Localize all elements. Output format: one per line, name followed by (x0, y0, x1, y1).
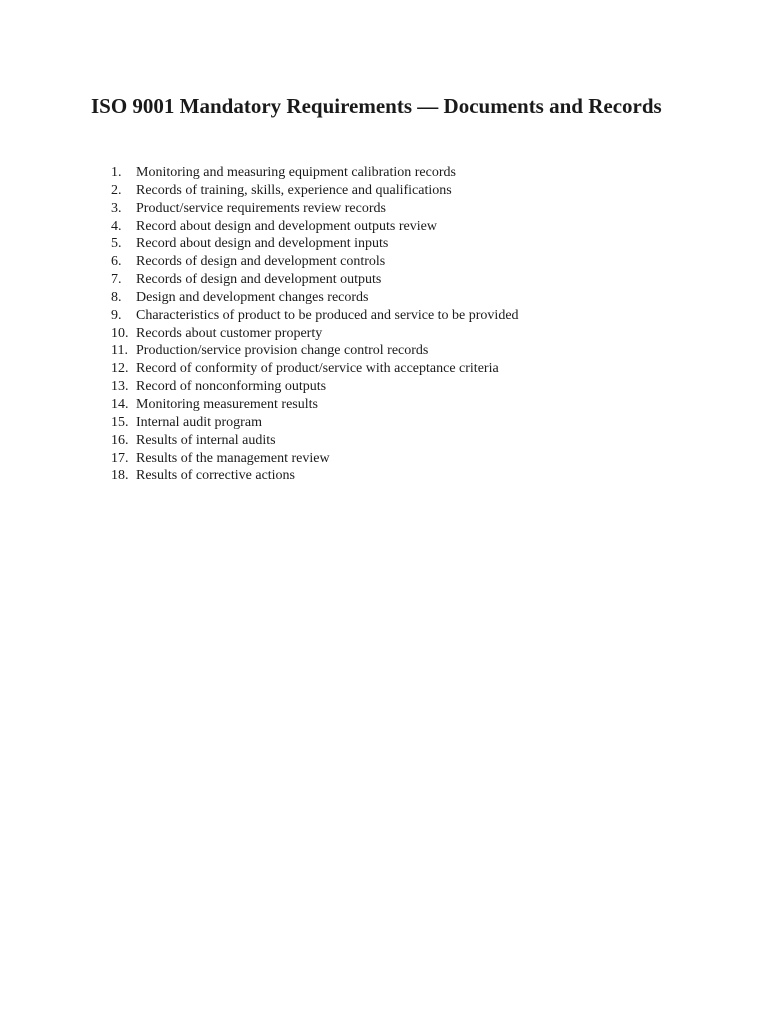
list-item-text: Monitoring measurement results (136, 396, 318, 412)
list-item-text: Record about design and development outputs review (136, 218, 437, 234)
list-item-number: 6. (111, 254, 122, 270)
list-item-text: Record of nonconforming outputs (136, 379, 327, 395)
list-item-text: Results of corrective actions (136, 468, 296, 484)
list-item-text: Characteristics of product to be produced and service to be provided (136, 307, 519, 323)
list-item-number: 10. (111, 325, 129, 341)
list-item-text: Records of training, skills, experience and qualifications (136, 182, 452, 198)
list-item-text: Monitoring and measuring equipment calibration records (136, 165, 456, 180)
list-item-text: Records of design and development controls (136, 254, 386, 270)
list-item-text: Results of the management review (136, 450, 330, 466)
list-item-text: Records about customer property (136, 325, 323, 341)
list-item-number: 1. (111, 165, 122, 180)
list-item-number: 5. (111, 236, 122, 252)
list-item-number: 4. (111, 218, 122, 234)
list-item-number: 17. (111, 450, 129, 466)
list-item-text: Product/service requirements review records (136, 200, 386, 216)
list-item-number: 16. (111, 432, 129, 448)
list-item-text: Records of design and development outputs (136, 272, 382, 288)
list-item-number: 8. (111, 289, 122, 305)
list-item-number: 13. (111, 379, 129, 395)
list-item-text: Design and development changes records (136, 289, 369, 305)
list-item-number: 9. (111, 307, 122, 323)
list-item-text: Internal audit program (136, 414, 262, 430)
list-item-number: 3. (111, 200, 122, 216)
list-item-text: Record of conformity of product/service with acceptance criteria (136, 361, 499, 377)
document-title: ISO 9001 Mandatory Requirements — Documents and Records (91, 94, 662, 118)
list-item-number: 2. (111, 182, 122, 198)
list-item-number: 12. (111, 361, 129, 377)
list-item-text: Production/service provision change control records (136, 343, 429, 359)
list-item-number: 15. (111, 414, 129, 430)
list-item-text: Record about design and development inputs (136, 236, 389, 252)
list-item-number: 7. (111, 272, 122, 288)
list-item-text: Results of internal audits (136, 432, 276, 448)
list-item-number: 11. (111, 343, 128, 359)
list-item-number: 14. (111, 396, 129, 412)
list-item-number: 18. (111, 468, 129, 484)
